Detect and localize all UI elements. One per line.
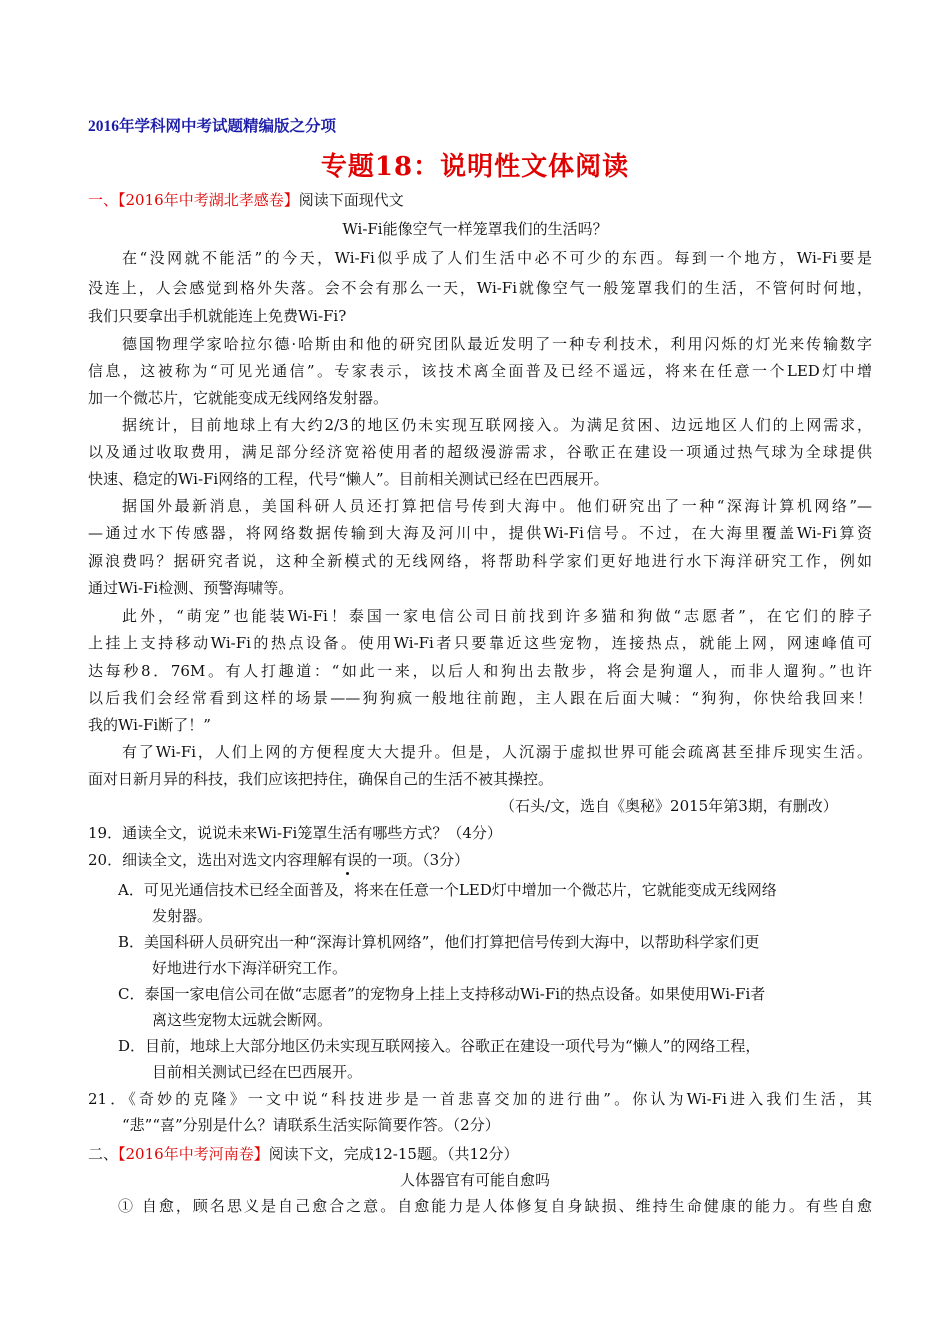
paragraph-line: 在“没网就不能活”的今天，Wi-Fi似乎成了人们生活中必不可少的东西。每到一个地方，Wi-Fi要是	[122, 249, 872, 267]
paragraph-line: 达每秒8．76M。有人打趣道：“如此一来，以后人和狗出去散步，将会是狗遛人，而非人遛狗。”也许	[88, 662, 872, 680]
question-20-text: 20．细读全文，选出对选文内容理解	[88, 851, 333, 869]
paragraph-line: 我的Wi-Fi断了！”	[88, 716, 211, 734]
paragraph-line: 有了Wi-Fi，人们上网的方便程度大大提升。但是，人沉溺于虚拟世界可能会疏离甚至排斥现实生活。	[122, 743, 872, 761]
paragraph-line: 上挂上支持移动Wi-Fi的热点设备。使用Wi-Fi者只要靠近这些宠物，连接热点，就能上网，网速峰值可	[88, 634, 872, 652]
paragraph-line: 源浪费吗？据研究者说，这种全新模式的无线网络，将帮助科学家们更好地进行水下海洋研究工作，例如	[88, 552, 872, 570]
question-20-text-end: 的一项。（3分）	[362, 851, 470, 869]
question-20	[88, 850, 469, 870]
paragraph-line: ① 自愈，顾名思义是自己愈合之意。自愈能力是人体修复自身缺损、维持生命健康的能力。有些自愈	[118, 1197, 872, 1215]
option-a-cont: 发射器。	[152, 907, 213, 925]
option-b: B．美国科研人员研究出一种“深海计算机网络”，他们打算把信号传到大海中，以帮助科学家们更	[118, 933, 760, 951]
option-a: A．可见光通信技术已经全面普及，将来在任意一个LED灯中增加一个微芯片，它就能变成无线网络	[118, 881, 777, 899]
option-c-cont: 离这些宠物太远就会断网。	[152, 1011, 333, 1029]
section-2-instruction: 阅读下文，完成12-15题。（共12分）	[268, 1145, 519, 1163]
paragraph-line: 面对日新月异的科技，我们应该把持住，确保自己的生活不被其操控。	[88, 770, 554, 788]
paragraph-line: 快速、稳定的Wi-Fi网络的工程，代号“懒人”。目前相关测试已经在巴西展开。	[88, 470, 609, 488]
section-2-header	[88, 1144, 519, 1164]
option-b-cont: 好地进行水下海洋研究工作。	[152, 959, 348, 977]
paragraph-line: 以后我们会经常看到这样的场景——狗狗疯一般地往前跑，主人跟在后面大喊：“狗狗，你快给我回来！	[88, 689, 872, 707]
question-21-cont: “悲”“喜”分别是什么？请联系生活实际简要作答。（2分）	[122, 1116, 500, 1134]
paragraph-line: 没连上，人会感觉到格外失落。会不会有那么一天，Wi-Fi就像空气一般笼罩我们的生活，不管何时何地，	[88, 279, 872, 297]
section-2-number: 二、	[88, 1145, 119, 1163]
article-1-title: Wi-Fi能像空气一样笼罩我们的生活吗？	[342, 220, 608, 238]
paragraph-line: 据统计，目前地球上有大约2/3的地区仍未实现互联网接入。为满足贫困、边远地区人们的上网需求，	[122, 416, 872, 434]
series-title: 2016年学科网中考试题精编版之分项	[88, 118, 337, 135]
section-1-instruction: 阅读下面现代文	[298, 191, 404, 209]
paragraph-line: 通过Wi-Fi检测、预警海啸等。	[88, 579, 294, 597]
section-1-source: 【2016年中考湖北孝感卷】	[118, 191, 299, 209]
option-c: C．泰国一家电信公司在做“志愿者”的宠物身上挂上支持移动Wi-Fi的热点设备。如果使用Wi-Fi者	[118, 985, 766, 1003]
section-2-source: 【2016年中考河南卷】	[118, 1145, 269, 1163]
section-1-header	[88, 190, 404, 210]
option-d-cont: 目前相关测试已经在巴西展开。	[152, 1063, 363, 1081]
question-21: 21．《奇妙的克隆》一文中说“科技进步是一首悲喜交加的进行曲”。你认为Wi-Fi进入我们生活，其	[88, 1090, 872, 1108]
paragraph-line: —通过水下传感器，将网络数据传输到大海及河川中，提供Wi-Fi信号。不过，在大海里覆盖Wi-Fi算资	[88, 524, 872, 542]
question-20-emphasis: 有误	[332, 851, 363, 869]
paragraph-line: 德国物理学家哈拉尔德·哈斯由和他的研究团队最近发明了一种专利技术，利用闪烁的灯光来传输数字	[122, 335, 872, 353]
paragraph-line: 信息，这被称为“可见光通信”。专家表示，该技术离全面普及已经不遥远，将来在任意一个LED灯中增	[88, 362, 872, 380]
citation: （石头/文，选自《奥秘》2015年第3期，有删改）	[500, 797, 838, 815]
paragraph-line: 据国外最新消息，美国科研人员还打算把信号传到大海中。他们研究出了一种“深海计算机网络”—	[122, 497, 872, 515]
page-title: 专题18：说明性文体阅读	[320, 152, 630, 182]
option-d: D．目前，地球上大部分地区仍未实现互联网接入。谷歌正在建设一项代号为“懒人”的网络工程，	[118, 1037, 761, 1055]
section-1-number: 一、	[88, 191, 119, 209]
paragraph-line: 此外，“萌宠”也能装Wi-Fi！泰国一家电信公司日前找到许多猫和狗做“志愿者”，在它们的脖子	[122, 607, 872, 625]
question-19: 19．通读全文，说说未来Wi-Fi笼罩生活有哪些方式？（4分）	[88, 824, 502, 842]
paragraph-line: 我们只要拿出手机就能连上免费Wi-Fi?	[88, 307, 347, 325]
article-2-title: 人体器官有可能自愈吗	[399, 1171, 550, 1189]
paragraph-line: 以及通过收取费用，满足部分经济宽裕使用者的超级漫游需求，谷歌正在建设一项通过热气球为全球提供	[88, 443, 872, 461]
paragraph-line: 加一个微芯片，它就能变成无线网络发射器。	[88, 389, 389, 407]
